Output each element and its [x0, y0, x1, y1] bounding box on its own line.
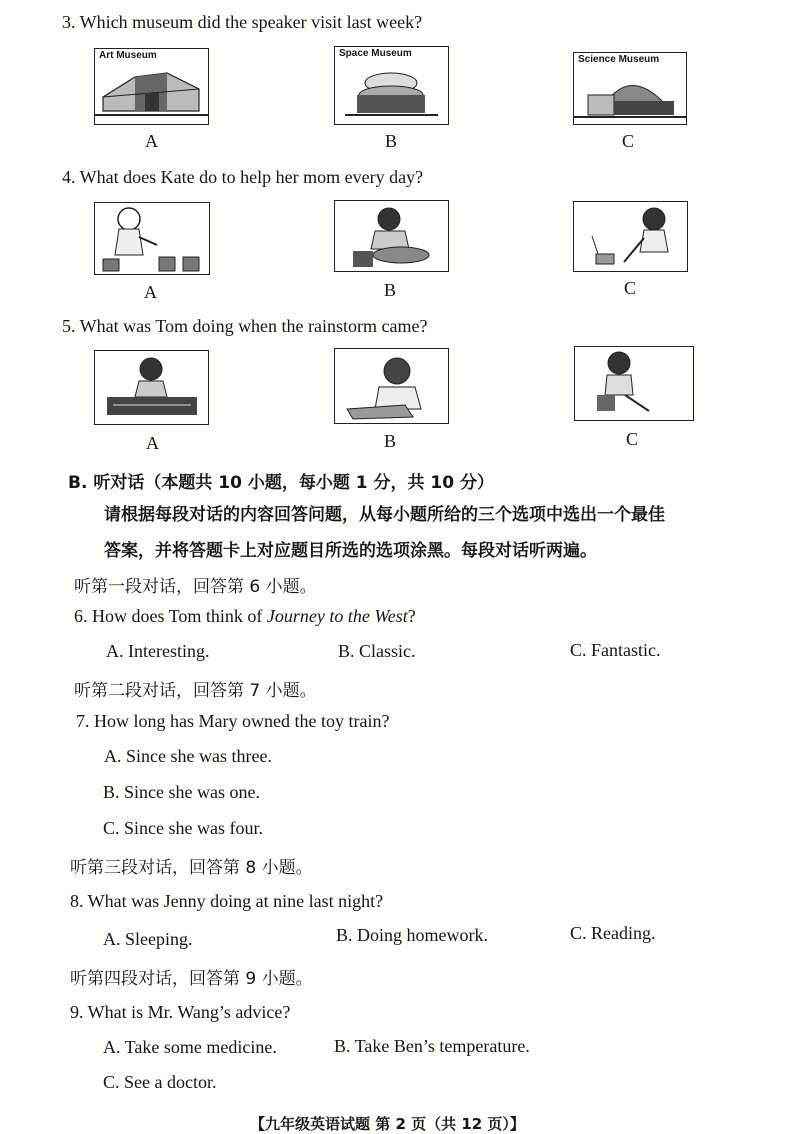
q7-option-c[interactable]: C. Since she was four.: [103, 818, 263, 838]
boy-reading-drawing: [575, 347, 693, 420]
question-9: 9. What is Mr. Wang’s advice?: [70, 1002, 291, 1022]
q8-option-c[interactable]: C. Reading.: [570, 923, 656, 943]
dialogue-3-label: 听第三段对话，回答第 8 小题。: [70, 858, 313, 878]
girl-watering-flowers-image: [94, 202, 210, 275]
boy-cooking-drawing: [95, 351, 208, 424]
boy-reading-image: [574, 346, 694, 421]
girl-sweeping-drawing: [574, 202, 687, 271]
q9-option-a[interactable]: A. Take some medicine.: [103, 1037, 277, 1057]
page-footer: 【九年级英语试题 第 2 页（共 12 页）】: [250, 1115, 525, 1133]
question-6-prefix: 6. How does Tom think of: [74, 606, 267, 626]
q8-option-a[interactable]: A. Sleeping.: [103, 929, 193, 949]
q7-option-a[interactable]: A. Since she was three.: [104, 746, 272, 766]
dialogue-2-label: 听第二段对话，回答第 7 小题。: [74, 681, 317, 701]
space-museum-label: Space Museum: [339, 48, 412, 59]
q4-letter-c: C: [624, 278, 637, 298]
q4-letter-a: A: [144, 282, 157, 302]
q9-option-c[interactable]: C. See a doctor.: [103, 1072, 217, 1092]
art-museum-label: Art Museum: [99, 50, 157, 61]
boy-drawing-image: [334, 348, 449, 424]
q4-letter-b: B: [384, 280, 397, 300]
space-museum-image: [334, 46, 449, 125]
q5-letter-a: A: [146, 433, 159, 453]
girl-watering-drawing: [95, 203, 209, 274]
dialogue-1-label: 听第一段对话，回答第 6 小题。: [74, 577, 317, 597]
girl-sweeping-image: [573, 201, 688, 272]
q6-option-a[interactable]: A. Interesting.: [106, 641, 210, 661]
question-6-suffix: ?: [407, 606, 416, 626]
question-7: 7. How long has Mary owned the toy train?: [76, 711, 390, 731]
question-6-book-title: Journey to the West: [266, 606, 408, 626]
girl-washing-drawing: [335, 201, 448, 271]
q8-option-b[interactable]: B. Doing homework.: [336, 925, 488, 945]
science-museum-image: [573, 52, 687, 125]
dialogue-4-label: 听第四段对话，回答第 9 小题。: [70, 969, 313, 989]
section-b-instruction-line-2: 答案，并将答题卡上对应题目所选的选项涂黑。每段对话听两遍。: [104, 541, 597, 561]
q3-letter-a: A: [145, 131, 158, 151]
boy-cooking-image: [94, 350, 209, 425]
q6-option-b[interactable]: B. Classic.: [338, 641, 416, 661]
question-8: 8. What was Jenny doing at nine last night?: [70, 891, 384, 911]
q6-option-c[interactable]: C. Fantastic.: [570, 640, 661, 660]
girl-washing-image: [334, 200, 449, 272]
question-3: 3. Which museum did the speaker visit last week?: [62, 12, 423, 32]
section-b-heading: B. 听对话（本题共 10 小题，每小题 1 分，共 10 分）: [68, 473, 494, 493]
art-museum-image: [94, 48, 209, 125]
q5-letter-b: B: [384, 431, 397, 451]
q3-letter-c: C: [622, 131, 635, 151]
q9-option-b[interactable]: B. Take Ben’s temperature.: [334, 1036, 530, 1056]
science-museum-label: Science Museum: [578, 54, 660, 65]
question-4: 4. What does Kate do to help her mom every day?: [62, 167, 424, 187]
q7-option-b[interactable]: B. Since she was one.: [103, 782, 260, 802]
section-b-instruction-line-1: 请根据每段对话的内容回答问题，从每小题所给的三个选项中选出一个最佳: [104, 505, 665, 525]
boy-drawing-drawing: [335, 349, 448, 423]
q3-letter-b: B: [385, 131, 398, 151]
question-5: 5. What was Tom doing when the rainstorm came?: [62, 316, 428, 336]
q5-letter-c: C: [626, 429, 639, 449]
question-6: [74, 606, 416, 627]
